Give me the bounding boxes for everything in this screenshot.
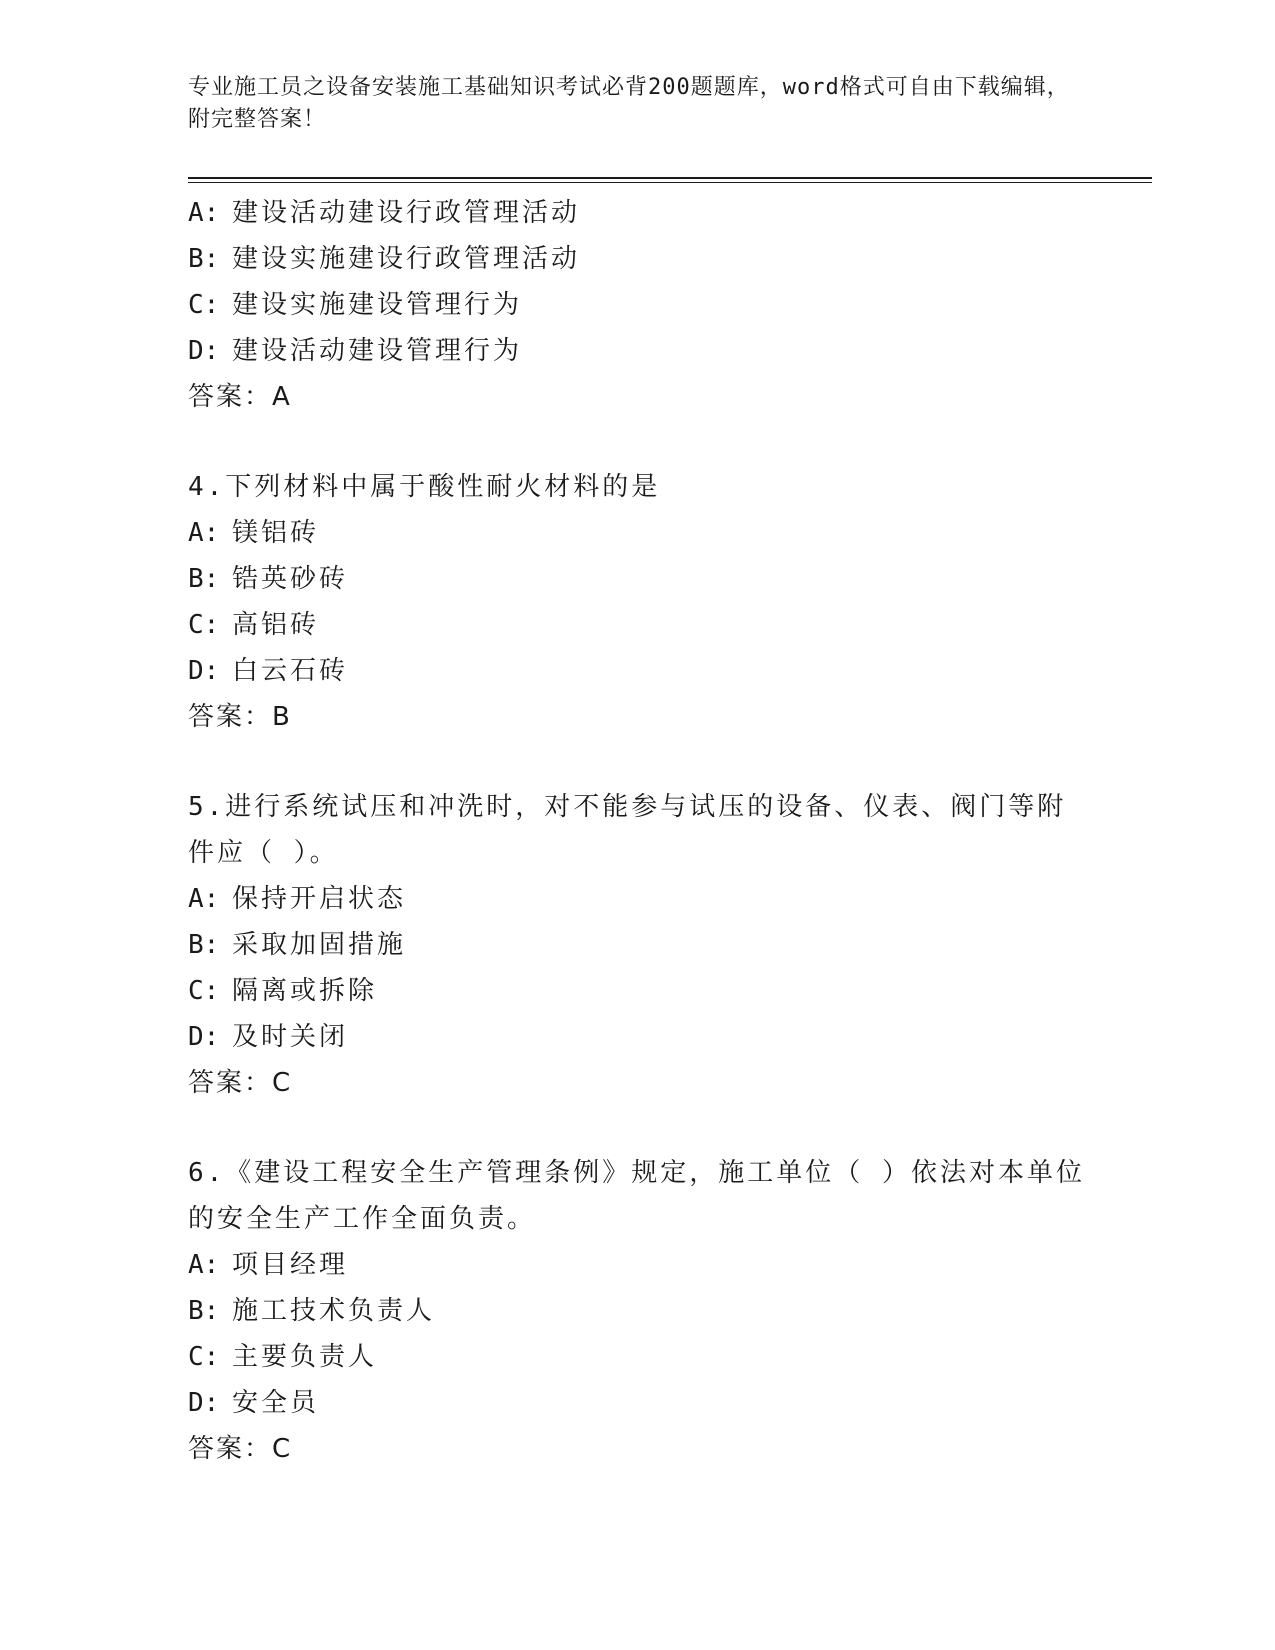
option-label: A: [188,518,220,548]
option-text: 主要负责人 [232,1342,378,1372]
option-text: 锆英砂砖 [232,564,349,594]
option-text: 白云石砖 [232,656,349,686]
option-label: A: [188,1250,220,1280]
option-c [188,282,1088,328]
partial-question [188,190,1088,420]
option-a [188,1242,1088,1288]
question-stem-line-1: 6.《建设工程安全生产管理条例》规定，施工单位（ ）依法对本单位 [188,1158,1085,1188]
document-header-title: 专业施工员之设备安装施工基础知识考试必背200题题库，word格式可自由下载编辑，附完整答案！ [188,75,1070,132]
header-divider-thin [188,182,1152,183]
question-6 [188,1150,1088,1472]
option-d [188,1380,1088,1426]
option-b [188,1288,1088,1334]
question-stem: 4.下列材料中属于酸性耐火材料的是 [188,472,661,502]
option-label: B: [188,930,220,960]
question-5 [188,784,1088,1106]
option-d [188,1014,1088,1060]
option-a [188,510,1088,556]
option-text: 镁铝砖 [232,518,320,548]
option-text: 高铝砖 [232,610,320,640]
option-text: 建设活动建设管理行为 [232,336,523,366]
option-d [188,648,1088,694]
option-label: D: [188,1388,220,1418]
option-label: D: [188,1022,220,1052]
option-b [188,556,1088,602]
option-b [188,236,1088,282]
option-text: 建设实施建设管理行为 [232,290,523,320]
question-content [188,190,1088,1472]
option-text: 施工技术负责人 [232,1296,436,1326]
option-text: 安全员 [232,1388,320,1418]
option-label: B: [188,244,220,274]
option-text: 采取加固措施 [232,930,407,960]
option-label: D: [188,336,220,366]
answer-line: 答案：B [188,702,292,732]
option-d [188,328,1088,374]
answer-line: 答案：A [188,382,292,412]
option-label: B: [188,564,220,594]
question-4 [188,464,1088,740]
answer-line: 答案：C [188,1068,293,1098]
option-label: C: [188,290,220,320]
question-stem-line-1: 5.进行系统试压和冲洗时，对不能参与试压的设备、仪表、阀门等附 [188,792,1067,822]
option-text: 及时关闭 [232,1022,349,1052]
option-c [188,968,1088,1014]
option-text: 项目经理 [232,1250,349,1280]
option-b [188,922,1088,968]
option-label: C: [188,1342,220,1372]
answer-line: 答案：C [188,1434,293,1464]
question-stem-line-2: 件应（ ）。 [188,838,339,868]
option-text: 建设活动建设行政管理活动 [232,198,581,228]
option-text: 保持开启状态 [232,884,407,914]
option-a [188,190,1088,236]
option-text: 隔离或拆除 [232,976,378,1006]
header-divider-thick [188,177,1152,179]
option-label: C: [188,976,220,1006]
option-a [188,876,1088,922]
option-label: D: [188,656,220,686]
option-label: C: [188,610,220,640]
question-stem-line-2: 的安全生产工作全面负责。 [188,1204,537,1234]
option-label: B: [188,1296,220,1326]
option-text: 建设实施建设行政管理活动 [232,244,581,274]
option-label: A: [188,884,220,914]
option-c [188,1334,1088,1380]
option-c [188,602,1088,648]
option-label: A: [188,198,220,228]
